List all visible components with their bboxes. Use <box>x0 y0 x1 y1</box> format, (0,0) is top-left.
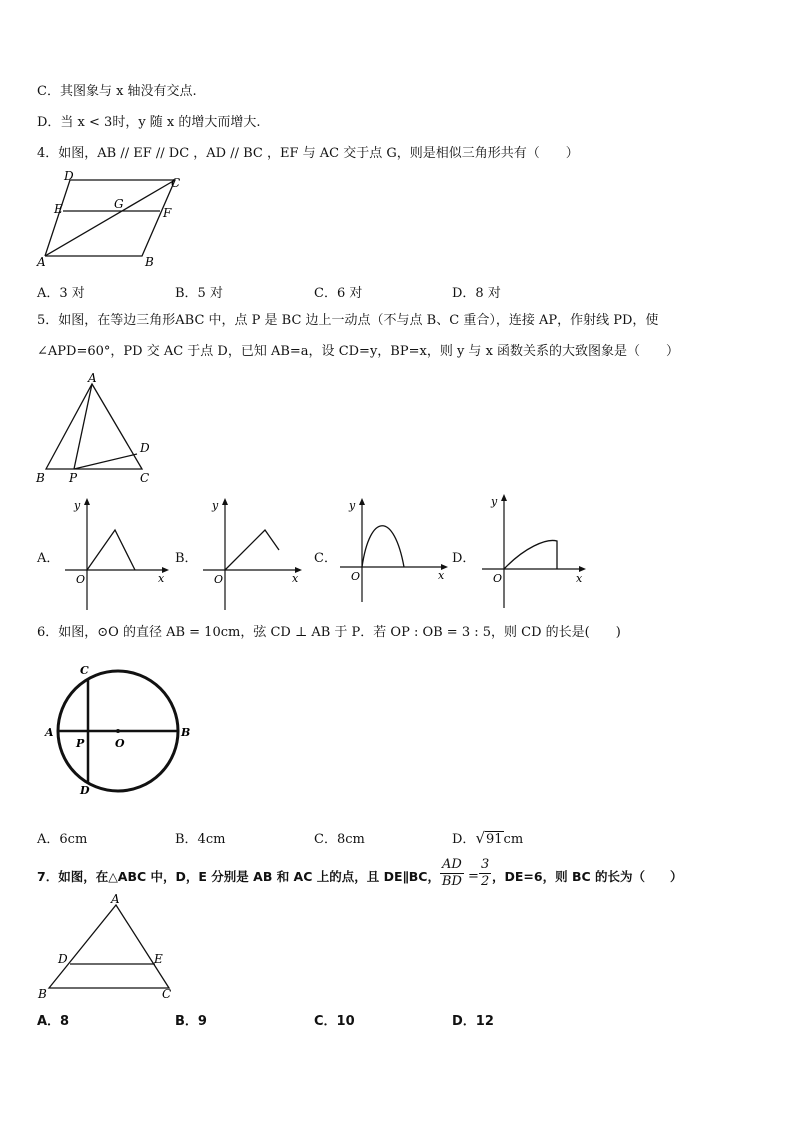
q6-label-p: P <box>76 737 85 750</box>
q5-triangle-figure <box>34 372 164 487</box>
q4-label-e: E <box>54 202 63 216</box>
q5-label-d: D <box>140 441 150 455</box>
q5a-origin: O <box>76 573 86 586</box>
q6-label-a: A <box>45 726 54 739</box>
q5-label-c: C <box>140 471 150 485</box>
q7-equals: = <box>468 869 479 884</box>
q6-option-d-unit: cm <box>503 832 524 847</box>
q5a-y-label: y <box>74 499 81 512</box>
q6-label-d: D <box>80 784 90 797</box>
q7-label-e: E <box>154 952 163 966</box>
q5-label-p: P <box>69 471 78 485</box>
q7-label-d: D <box>58 952 68 966</box>
q7-fraction-3-2 <box>479 857 491 890</box>
q6-label-c: C <box>80 664 89 677</box>
q7-stem-after: ，DE=6，则 BC 的长为（ ） <box>492 869 683 884</box>
q6-stem: 6．如图，⊙O 的直径 AB = 10cm，弦 CD ⊥ AB 于 P．若 OP : OB = 3 : 5，则 CD 的长是( ) <box>37 625 621 640</box>
q5-label-b: B <box>36 471 45 485</box>
q5-option-a-letter: A． <box>37 551 60 566</box>
q5c-origin: O <box>351 570 361 583</box>
q4-stem: 4．如图，AB // EF // DC ，AD // BC ，EF 与 AC 交于点 G，则是相似三角形共有（ ） <box>37 146 579 161</box>
q7-option-a: A．8 <box>37 1014 70 1029</box>
q4-figure <box>30 168 190 268</box>
q3-option-c: C．其图象与 x 轴没有交点. <box>37 84 197 99</box>
q7-frac2-num: 3 <box>481 857 490 872</box>
q5-option-b-graph <box>195 492 310 612</box>
q6-option-b: B．4cm <box>175 832 226 847</box>
q6-option-d-radicand: 91 <box>486 832 503 847</box>
q4-option-c: C．6 对 <box>314 286 363 301</box>
q7-option-d: D．12 <box>452 1014 494 1029</box>
q7-option-b: B．9 <box>175 1014 207 1029</box>
sqrt-symbol: √ <box>475 829 485 847</box>
q7-label-a: A <box>111 892 120 906</box>
q5d-y-label: y <box>491 495 498 508</box>
q6-option-a: A．6cm <box>37 832 88 847</box>
q7-stem-before: 7．如图，在△ABC 中，D，E 分别是 AB 和 AC 上的点，且 DE∥BC， <box>37 869 440 884</box>
q4-label-b: B <box>145 255 154 269</box>
q7-label-c: C <box>162 987 172 1001</box>
q4-option-b: B．5 对 <box>175 286 223 301</box>
q5d-origin: O <box>493 572 503 585</box>
q5a-x-label: x <box>158 572 165 585</box>
q7-frac1-den: BD <box>441 874 462 889</box>
q6-option-c: C．8cm <box>314 832 365 847</box>
q4-label-c: C <box>171 176 181 190</box>
q5-stem-line2: ∠APD=60°，PD 交 AC 于点 D，已知 AB=a，设 CD=y，BP=x，则 y 与 x 函数关系的大致图象是（ ） <box>37 344 680 359</box>
q3-option-d: D．当 x < 3时，y 随 x 的增大而增大. <box>37 115 261 130</box>
q4-label-a: A <box>37 255 46 269</box>
q5-option-d-letter: D． <box>452 551 476 566</box>
q6-label-b: B <box>181 726 191 739</box>
q6-circle-figure <box>40 664 200 799</box>
q5b-origin: O <box>214 573 224 586</box>
q4-option-a: A．3 对 <box>37 286 85 301</box>
q5-option-c-graph <box>332 492 457 607</box>
q5c-x-label: x <box>438 569 445 582</box>
q5b-x-label: x <box>292 572 299 585</box>
q5b-y-label: y <box>212 499 219 512</box>
q7-frac1-num: AD <box>442 857 462 872</box>
q7-frac2-den: 2 <box>481 874 490 889</box>
q5-option-a-graph <box>57 492 172 612</box>
q4-label-d: D <box>64 169 74 183</box>
q5-stem-line1: 5．如图，在等边三角形ABC 中，点 P 是 BC 边上一动点（不与点 B、C 重合），连接 AP，作射线 PD，使 <box>37 313 659 328</box>
q7-label-b: B <box>38 987 47 1001</box>
q4-label-g: G <box>114 197 124 211</box>
q6-option-d-prefix: D． <box>452 832 476 847</box>
q7-fraction-ad-bd <box>440 857 464 890</box>
q7-option-c: C．10 <box>314 1014 355 1029</box>
q6-label-o: O <box>115 737 125 750</box>
q5-option-d-graph <box>474 490 599 610</box>
q5-option-b-letter: B． <box>175 551 198 566</box>
q5-option-c-letter: C． <box>314 551 337 566</box>
q5-label-a: A <box>88 371 97 385</box>
q5c-y-label: y <box>349 499 356 512</box>
q4-label-f: F <box>163 206 172 220</box>
q6-option-d <box>452 828 523 847</box>
q7-triangle-figure <box>34 893 184 1003</box>
q5d-x-label: x <box>576 572 583 585</box>
q4-option-d: D．8 对 <box>452 286 501 301</box>
